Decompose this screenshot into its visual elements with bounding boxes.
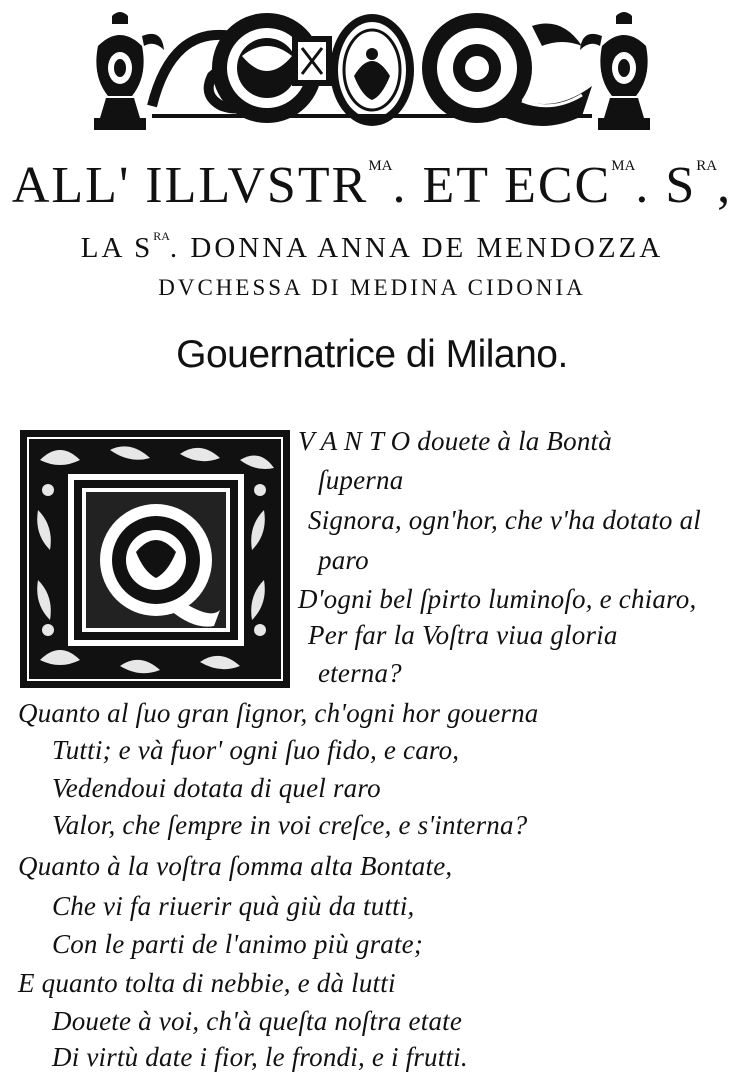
poem-line: Quanto al ſuo gran ſignor, ch'ogni hor gouerna — [18, 698, 539, 728]
poem-line: ſuperna — [318, 465, 404, 495]
poem-line: Vedendoui dotata di quel raro — [52, 773, 381, 803]
right-urn-ornament — [580, 12, 650, 130]
poem-line: Con le parti de l'animo più grate; — [52, 929, 424, 959]
poem-line: Douete à voi, ch'à queſta noſtra etate — [52, 1006, 463, 1036]
poem-line: Per far la Voſtra viua gloria — [308, 620, 618, 650]
poem-line: Che vi fa riuerir quà giù da tutti, — [52, 891, 415, 921]
poem-line: paro — [318, 545, 369, 575]
poem-line: V A N T O douete à la Bontà — [298, 426, 612, 456]
dedication-text: ALL' ILLVSTR — [11, 157, 369, 214]
poem-line: E quanto tolta di nebbie, e dà lutti — [18, 968, 396, 998]
dedication-text: . DONNA ANNA DE MENDOZZA — [169, 232, 664, 264]
dedication-text: LA S — [80, 232, 154, 264]
decorated-initial-q — [20, 430, 290, 688]
dedication-line-3: DVCHESSA DI MEDINA CIDONIA — [158, 275, 586, 300]
poem-line: Di virtù date i fior, le frondi, e i frutti. — [52, 1042, 468, 1072]
dedication-text: . ET ECC — [392, 157, 612, 214]
dedication-line-1 — [0, 156, 744, 215]
dedication-text: , — [717, 157, 733, 214]
superscript-abbrev: MA — [368, 158, 393, 174]
superscript-abbrev: RA — [153, 229, 170, 243]
left-urn-ornament — [94, 12, 164, 130]
superscript-abbrev: RA — [696, 158, 718, 174]
dedication-text: . S — [635, 157, 697, 214]
poem-line: eterna? — [318, 658, 402, 688]
poem-line: Quanto à la voſtra ſomma alta Bontate, — [18, 851, 453, 881]
poem-line: Tutti; e và fuor' ogni ſuo fido, e caro, — [52, 735, 460, 765]
superscript-abbrev: MA — [611, 158, 636, 174]
scroll-frieze — [152, 13, 592, 126]
poem-line: Valor, che ſempre in voi creſce, e s'interna? — [52, 810, 528, 840]
poem-line: Signora, ogn'hor, che v'ha dotato al — [308, 505, 701, 535]
poem-line: D'ogni bel ſpirto luminoſo, e chiaro, — [298, 584, 697, 614]
ornamental-headpiece — [92, 6, 652, 134]
dedication-line-4: Gouernatrice di Milano. — [176, 333, 568, 376]
dedication-line-2 — [0, 229, 744, 265]
